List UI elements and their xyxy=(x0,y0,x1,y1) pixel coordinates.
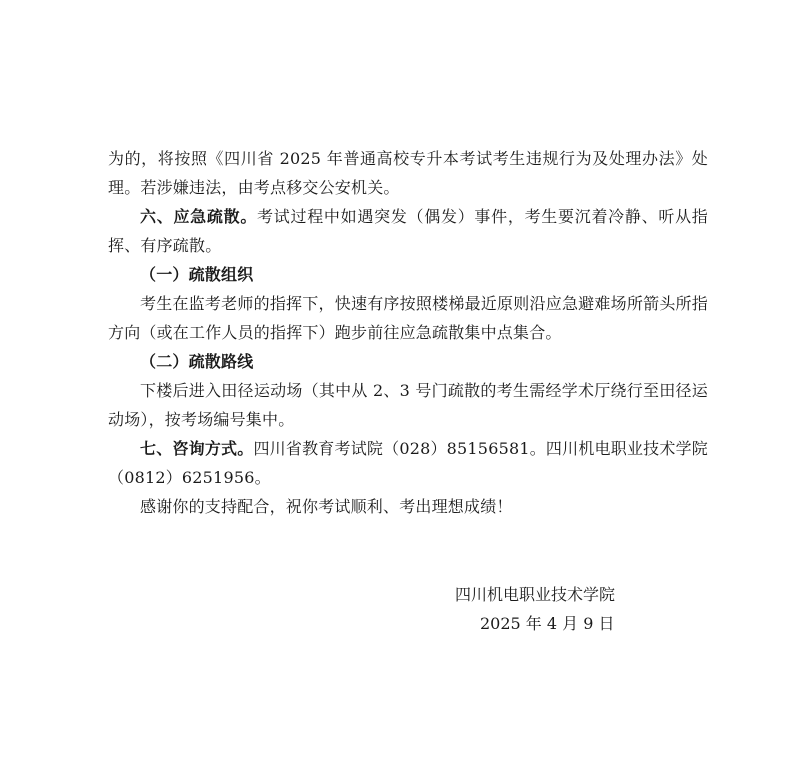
paragraph-thanks: 感谢你的支持配合，祝你考试顺利、考出理想成绩！ xyxy=(140,497,513,516)
subheading-evacuation-route: （二）疏散路线 xyxy=(140,352,254,371)
paragraph-violation-handling: 为的，将按照《四川省 2025 年普通高校专升本考试考生违规行为及处理办法》处理。若涉嫌违法，由考点移交公安机关。 xyxy=(108,149,708,197)
paragraph-evacuation-route: 下楼后进入田径运动场（其中从 2、3 号门疏散的考生需经学术厅绕行至田径运动场），按考场编号集中。 xyxy=(108,381,708,429)
signature-date: 2025 年 4 月 9 日 xyxy=(480,614,615,633)
subheading-evacuation-organization: （一）疏散组织 xyxy=(140,265,254,284)
section-heading-contact: 七、咨询方式。 xyxy=(140,439,254,458)
section-text-contact: 四川省教育考试院（028）85156581。四川机电职业技术学院（0812）6251956。 xyxy=(108,439,708,487)
signature-organization: 四川机电职业技术学院 xyxy=(455,585,616,604)
notice-body xyxy=(108,144,708,521)
section-heading-evacuation: 六、应急疏散。 xyxy=(140,207,258,226)
paragraph-evacuation-organization: 考生在监考老师的指挥下，快速有序按照楼梯最近原则沿应急避难场所箭头所指方向（或在工作人员的指挥下）跑步前往应急疏散集中点集合。 xyxy=(108,294,708,342)
signature-block xyxy=(455,580,655,638)
paragraph-emergency-evacuation xyxy=(108,202,708,260)
paragraph-contact-info xyxy=(108,434,708,492)
section-text-evacuation: 考试过程中如遇突发（偶发）事件，考生要沉着冷静、听从指挥、有序疏散。 xyxy=(108,207,708,255)
